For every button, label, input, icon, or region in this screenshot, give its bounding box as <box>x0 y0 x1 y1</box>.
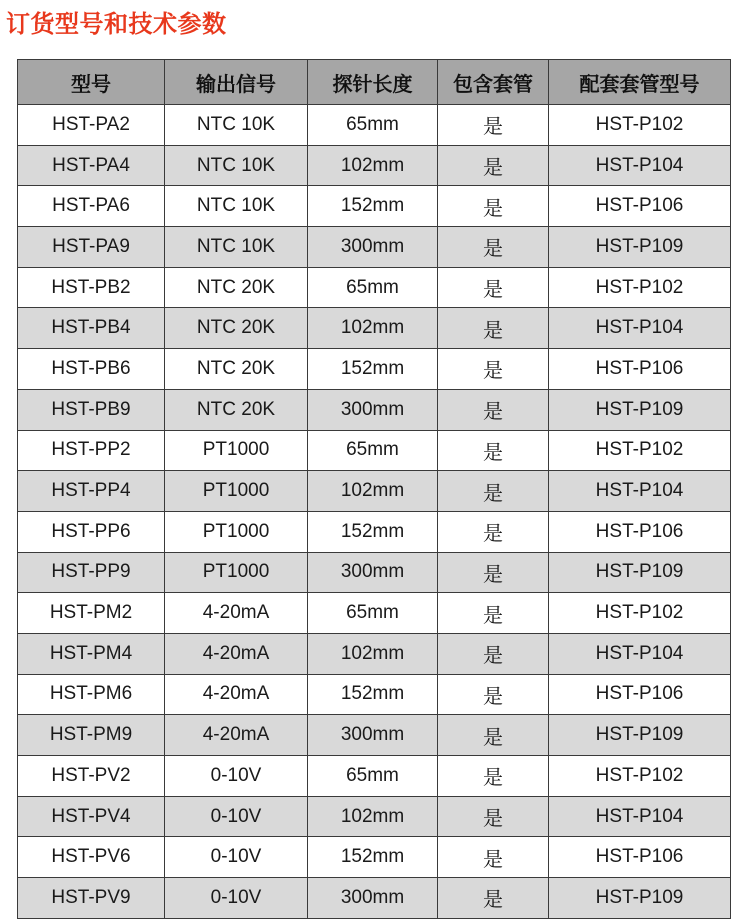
model-cell: HST-PB9 <box>18 389 165 430</box>
sleeve-model-cell: HST-P109 <box>549 552 731 593</box>
probe-length-cell: 102mm <box>308 633 438 674</box>
includes-sleeve-cell: 是 <box>438 105 549 146</box>
probe-length-cell: 65mm <box>308 267 438 308</box>
includes-sleeve-cell: 是 <box>438 389 549 430</box>
sleeve-model-cell: HST-P109 <box>549 389 731 430</box>
model-cell: HST-PM9 <box>18 715 165 756</box>
page-title: 订货型号和技术参数 <box>6 10 227 38</box>
table-row <box>18 878 731 919</box>
sleeve-model-cell: HST-P102 <box>549 593 731 634</box>
output-signal-cell: PT1000 <box>165 552 308 593</box>
output-signal-cell: 0-10V <box>165 878 308 919</box>
table-row <box>18 186 731 227</box>
table-row <box>18 308 731 349</box>
includes-sleeve-cell: 是 <box>438 715 549 756</box>
includes-sleeve-cell: 是 <box>438 511 549 552</box>
table-row <box>18 715 731 756</box>
sleeve-model-cell: HST-P102 <box>549 105 731 146</box>
probe-length-cell: 152mm <box>308 837 438 878</box>
model-cell: HST-PB4 <box>18 308 165 349</box>
output-signal-cell: PT1000 <box>165 471 308 512</box>
model-cell: HST-PB6 <box>18 349 165 390</box>
probe-length-cell: 102mm <box>308 796 438 837</box>
table-row <box>18 227 731 268</box>
header-output-signal: 输出信号 <box>165 60 308 105</box>
table-row <box>18 593 731 634</box>
model-cell: HST-PB2 <box>18 267 165 308</box>
sleeve-model-cell: HST-P104 <box>549 796 731 837</box>
sleeve-model-cell: HST-P109 <box>549 227 731 268</box>
sleeve-model-cell: HST-P102 <box>549 430 731 471</box>
probe-length-cell: 300mm <box>308 715 438 756</box>
table-row <box>18 796 731 837</box>
spec-table <box>17 59 731 919</box>
table-row <box>18 756 731 797</box>
probe-length-cell: 65mm <box>308 430 438 471</box>
sleeve-model-cell: HST-P106 <box>549 511 731 552</box>
sleeve-model-cell: HST-P104 <box>549 145 731 186</box>
header-probe-length: 探针长度 <box>308 60 438 105</box>
output-signal-cell: 0-10V <box>165 837 308 878</box>
probe-length-cell: 300mm <box>308 227 438 268</box>
model-cell: HST-PA4 <box>18 145 165 186</box>
probe-length-cell: 152mm <box>308 674 438 715</box>
output-signal-cell: 4-20mA <box>165 633 308 674</box>
model-cell: HST-PM4 <box>18 633 165 674</box>
sleeve-model-cell: HST-P106 <box>549 674 731 715</box>
output-signal-cell: 4-20mA <box>165 593 308 634</box>
includes-sleeve-cell: 是 <box>438 267 549 308</box>
model-cell: HST-PV9 <box>18 878 165 919</box>
output-signal-cell: 4-20mA <box>165 674 308 715</box>
probe-length-cell: 65mm <box>308 756 438 797</box>
model-cell: HST-PV6 <box>18 837 165 878</box>
output-signal-cell: NTC 10K <box>165 145 308 186</box>
includes-sleeve-cell: 是 <box>438 227 549 268</box>
header-model: 型号 <box>18 60 165 105</box>
probe-length-cell: 65mm <box>308 105 438 146</box>
probe-length-cell: 152mm <box>308 349 438 390</box>
table-row <box>18 511 731 552</box>
probe-length-cell: 65mm <box>308 593 438 634</box>
includes-sleeve-cell: 是 <box>438 552 549 593</box>
output-signal-cell: PT1000 <box>165 511 308 552</box>
model-cell: HST-PV2 <box>18 756 165 797</box>
sleeve-model-cell: HST-P109 <box>549 715 731 756</box>
includes-sleeve-cell: 是 <box>438 308 549 349</box>
probe-length-cell: 102mm <box>308 471 438 512</box>
table-row <box>18 633 731 674</box>
sleeve-model-cell: HST-P104 <box>549 308 731 349</box>
table-body <box>18 105 731 919</box>
table-row <box>18 471 731 512</box>
includes-sleeve-cell: 是 <box>438 796 549 837</box>
probe-length-cell: 102mm <box>308 308 438 349</box>
sleeve-model-cell: HST-P104 <box>549 471 731 512</box>
model-cell: HST-PP9 <box>18 552 165 593</box>
output-signal-cell: 0-10V <box>165 796 308 837</box>
model-cell: HST-PM2 <box>18 593 165 634</box>
includes-sleeve-cell: 是 <box>438 430 549 471</box>
probe-length-cell: 152mm <box>308 186 438 227</box>
table-row <box>18 267 731 308</box>
model-cell: HST-PP2 <box>18 430 165 471</box>
table-row <box>18 145 731 186</box>
probe-length-cell: 152mm <box>308 511 438 552</box>
table-header-row <box>18 60 731 105</box>
output-signal-cell: NTC 20K <box>165 267 308 308</box>
table-row <box>18 552 731 593</box>
sleeve-model-cell: HST-P102 <box>549 267 731 308</box>
includes-sleeve-cell: 是 <box>438 593 549 634</box>
sleeve-model-cell: HST-P106 <box>549 837 731 878</box>
output-signal-cell: NTC 20K <box>165 308 308 349</box>
probe-length-cell: 300mm <box>308 552 438 593</box>
output-signal-cell: NTC 20K <box>165 349 308 390</box>
output-signal-cell: NTC 20K <box>165 389 308 430</box>
model-cell: HST-PP4 <box>18 471 165 512</box>
probe-length-cell: 300mm <box>308 389 438 430</box>
model-cell: HST-PV4 <box>18 796 165 837</box>
probe-length-cell: 300mm <box>308 878 438 919</box>
model-cell: HST-PM6 <box>18 674 165 715</box>
output-signal-cell: NTC 10K <box>165 227 308 268</box>
sleeve-model-cell: HST-P104 <box>549 633 731 674</box>
model-cell: HST-PA9 <box>18 227 165 268</box>
includes-sleeve-cell: 是 <box>438 633 549 674</box>
sleeve-model-cell: HST-P109 <box>549 878 731 919</box>
includes-sleeve-cell: 是 <box>438 837 549 878</box>
model-cell: HST-PA2 <box>18 105 165 146</box>
output-signal-cell: 0-10V <box>165 756 308 797</box>
model-cell: HST-PA6 <box>18 186 165 227</box>
sleeve-model-cell: HST-P106 <box>549 349 731 390</box>
output-signal-cell: 4-20mA <box>165 715 308 756</box>
includes-sleeve-cell: 是 <box>438 756 549 797</box>
table-row <box>18 674 731 715</box>
includes-sleeve-cell: 是 <box>438 471 549 512</box>
sleeve-model-cell: HST-P102 <box>549 756 731 797</box>
table-row <box>18 430 731 471</box>
table-row <box>18 837 731 878</box>
probe-length-cell: 102mm <box>308 145 438 186</box>
table-row <box>18 105 731 146</box>
table-row <box>18 349 731 390</box>
header-sleeve-model: 配套套管型号 <box>549 60 731 105</box>
table-row <box>18 389 731 430</box>
model-cell: HST-PP6 <box>18 511 165 552</box>
includes-sleeve-cell: 是 <box>438 878 549 919</box>
output-signal-cell: NTC 10K <box>165 105 308 146</box>
includes-sleeve-cell: 是 <box>438 145 549 186</box>
includes-sleeve-cell: 是 <box>438 674 549 715</box>
includes-sleeve-cell: 是 <box>438 186 549 227</box>
includes-sleeve-cell: 是 <box>438 349 549 390</box>
output-signal-cell: PT1000 <box>165 430 308 471</box>
output-signal-cell: NTC 10K <box>165 186 308 227</box>
header-includes-sleeve: 包含套管 <box>438 60 549 105</box>
sleeve-model-cell: HST-P106 <box>549 186 731 227</box>
